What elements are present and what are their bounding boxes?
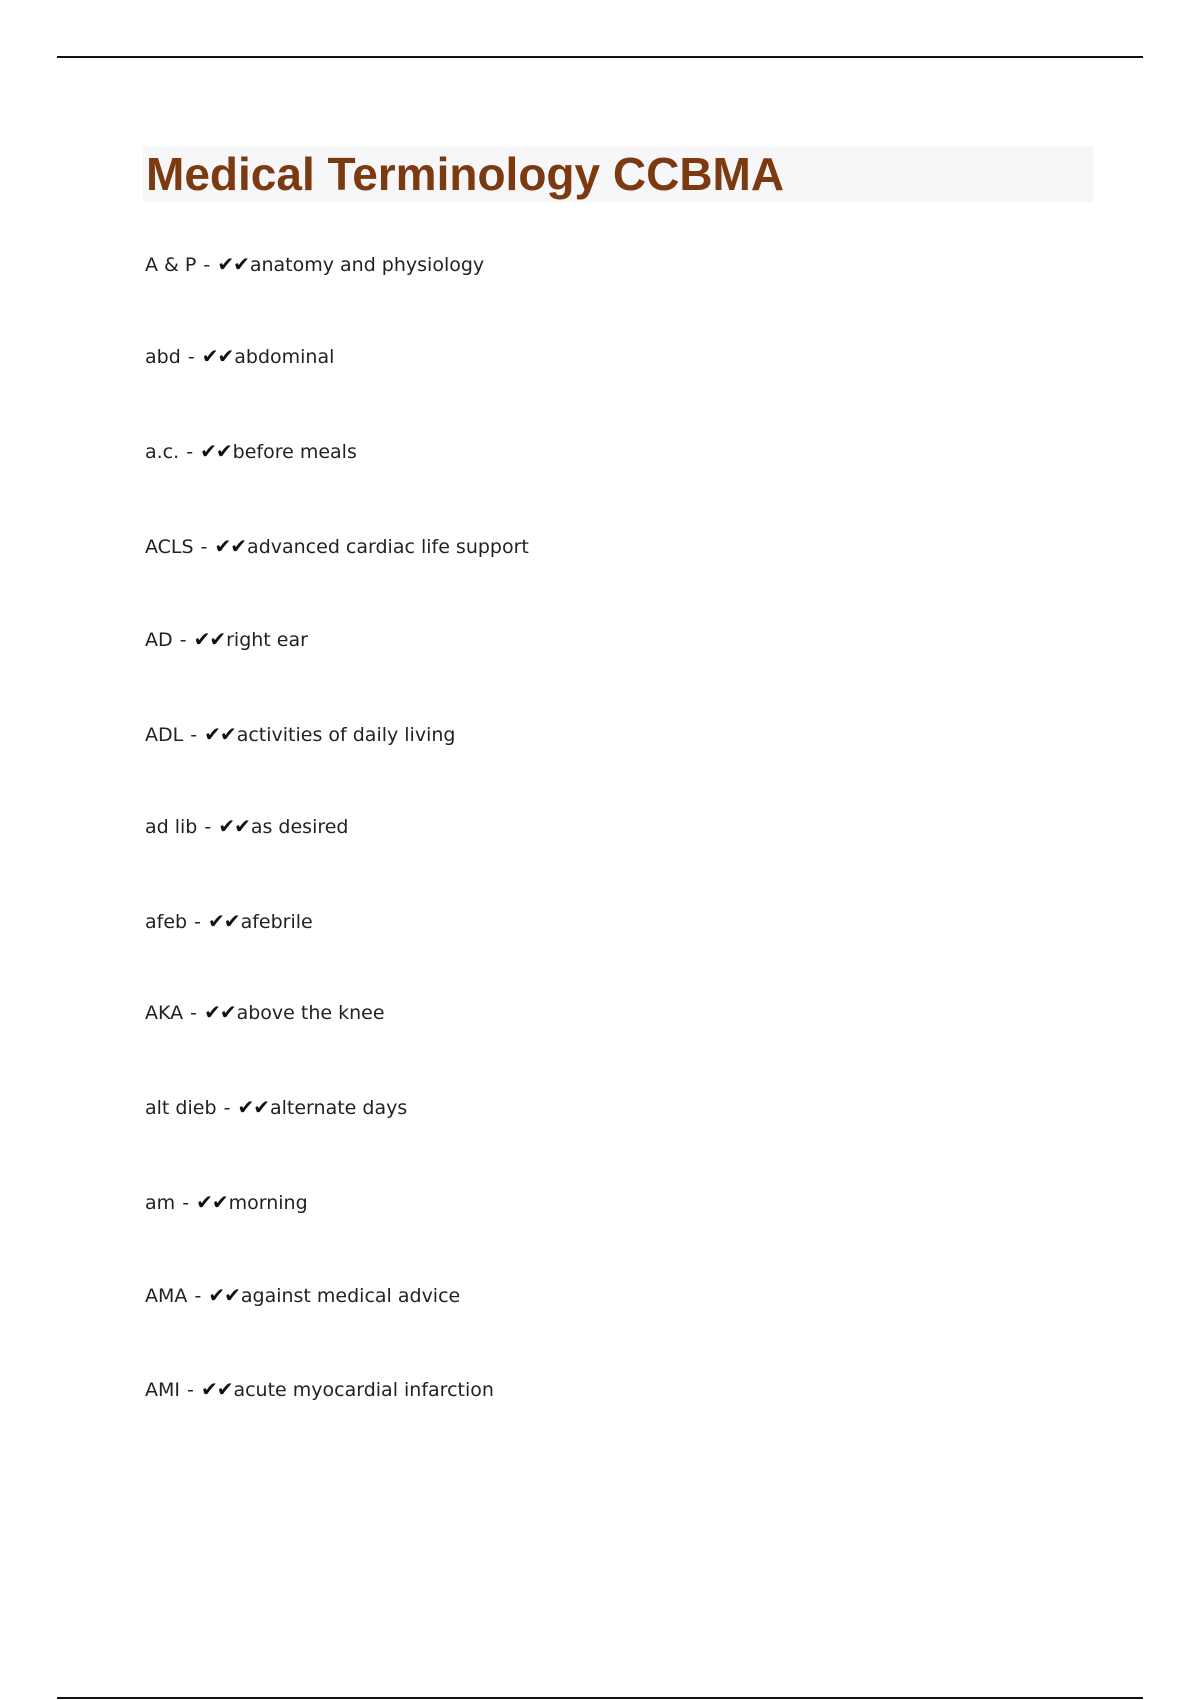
term-separator: - [223,1097,231,1119]
term-separator: - [200,536,208,558]
term-definition: activities of daily living [236,724,456,746]
term-definition: alternate days [269,1097,408,1119]
double-check-icon: ✔✔ [200,439,232,463]
double-check-icon: ✔✔ [193,627,226,651]
term-separator: - [194,1285,202,1307]
term-separator: - [203,254,211,276]
term-abbreviation: A & P [145,254,197,276]
term-definition: afebrile [240,911,313,933]
term-separator: - [190,724,198,746]
term-entry-acls [145,533,529,559]
term-abbreviation: ADL [145,724,184,746]
term-separator: - [194,911,201,933]
document-title: Medical Terminology CCBMA [146,148,785,200]
term-entry-abd [145,343,334,369]
term-entry-ad [145,626,308,652]
term-separator: - [187,1379,194,1401]
term-definition: abdominal [234,346,335,368]
term-abbreviation: AKA [145,1002,184,1024]
double-check-icon: ✔✔ [208,909,240,933]
term-separator: - [179,629,187,651]
term-separator: - [190,1002,198,1024]
double-check-icon: ✔✔ [217,252,249,276]
term-definition: anatomy and physiology [249,254,485,276]
term-separator: - [182,1192,190,1214]
double-check-icon: ✔✔ [200,1377,233,1401]
term-abbreviation: a.c. [145,441,180,463]
term-abbreviation: afeb [145,911,188,933]
double-check-icon: ✔✔ [204,722,236,746]
term-entry-ad-lib [145,813,349,839]
term-entry-am [145,1189,308,1215]
term-definition: before meals [232,441,357,463]
double-check-icon: ✔✔ [196,1190,228,1214]
term-entry-adl [145,721,455,747]
term-abbreviation: abd [145,346,181,368]
term-abbreviation: alt dieb [145,1097,217,1119]
term-entry-ac [145,438,357,464]
term-definition: as desired [250,816,349,838]
term-abbreviation: ACLS [145,536,194,558]
double-check-icon: ✔✔ [208,1283,240,1307]
term-abbreviation: AMI [145,1379,180,1401]
term-abbreviation: am [145,1192,176,1214]
term-entry-aka [145,999,385,1025]
term-definition: advanced cardiac life support [247,536,529,558]
term-abbreviation: ad lib [145,816,198,838]
term-entry-afeb [145,908,313,934]
term-entry-ami [145,1376,494,1402]
bottom-rule [57,1697,1143,1699]
term-separator: - [186,441,194,463]
double-check-icon: ✔✔ [237,1095,269,1119]
term-definition: above the knee [236,1002,385,1024]
term-definition: morning [228,1192,308,1214]
term-abbreviation: AMA [145,1285,188,1307]
double-check-icon: ✔✔ [204,1000,236,1024]
term-entry-a-and-p [145,251,484,277]
term-entry-alt-dieb [145,1094,407,1120]
top-rule [57,56,1143,58]
term-separator: - [204,816,212,838]
double-check-icon: ✔✔ [214,534,247,558]
term-definition: against medical advice [240,1285,461,1307]
term-separator: - [187,346,195,368]
term-abbreviation: AD [145,629,173,651]
double-check-icon: ✔✔ [201,344,234,368]
term-entry-ama [145,1282,460,1308]
double-check-icon: ✔✔ [218,814,250,838]
term-definition: right ear [226,629,308,651]
term-definition: acute myocardial infarction [233,1379,494,1401]
